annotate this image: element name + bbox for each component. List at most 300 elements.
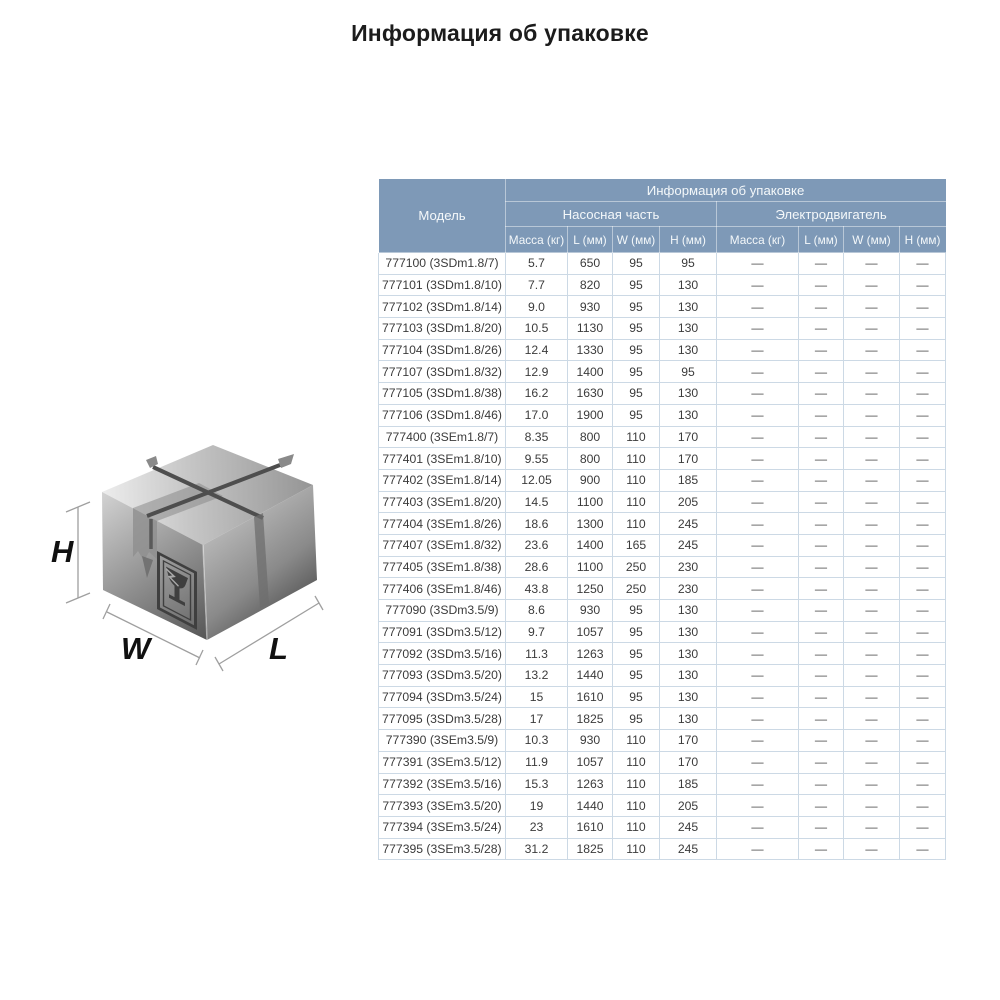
table-row bbox=[379, 361, 946, 383]
page-title: Информация об упаковке bbox=[351, 20, 649, 46]
model-cell: 777106 (3SDm1.8/46) bbox=[379, 404, 506, 426]
pump-value-cell: 8.35 bbox=[506, 426, 568, 448]
table-row bbox=[379, 708, 946, 730]
pump-value-cell: 95 bbox=[613, 253, 660, 275]
motor-value-cell: — bbox=[799, 426, 844, 448]
motor-value-cell: — bbox=[799, 556, 844, 578]
pump-value-cell: 7.7 bbox=[506, 274, 568, 296]
table-row bbox=[379, 621, 946, 643]
sub-header-motor-l: L (мм) bbox=[799, 227, 844, 253]
motor-value-cell: — bbox=[844, 795, 900, 817]
motor-value-cell: — bbox=[844, 469, 900, 491]
table-row bbox=[379, 730, 946, 752]
motor-value-cell: — bbox=[900, 426, 946, 448]
model-cell: 777393 (3SEm3.5/20) bbox=[379, 795, 506, 817]
motor-value-cell: — bbox=[844, 339, 900, 361]
model-cell: 777401 (3SEm1.8/10) bbox=[379, 448, 506, 470]
pump-value-cell: 12.9 bbox=[506, 361, 568, 383]
model-cell: 777402 (3SEm1.8/14) bbox=[379, 469, 506, 491]
motor-value-cell: — bbox=[900, 578, 946, 600]
motor-value-cell: — bbox=[844, 253, 900, 275]
model-cell: 777100 (3SDm1.8/7) bbox=[379, 253, 506, 275]
motor-value-cell: — bbox=[799, 708, 844, 730]
model-cell: 777107 (3SDm1.8/32) bbox=[379, 361, 506, 383]
model-cell: 777405 (3SEm1.8/38) bbox=[379, 556, 506, 578]
pump-value-cell: 130 bbox=[660, 708, 717, 730]
motor-value-cell: — bbox=[900, 469, 946, 491]
pump-value-cell: 10.3 bbox=[506, 730, 568, 752]
dim-label-l: L bbox=[269, 631, 288, 666]
motor-value-cell: — bbox=[717, 751, 799, 773]
pump-value-cell: 23.6 bbox=[506, 534, 568, 556]
motor-value-cell: — bbox=[844, 383, 900, 405]
table-row bbox=[379, 469, 946, 491]
motor-value-cell: — bbox=[799, 643, 844, 665]
pump-value-cell: 11.9 bbox=[506, 751, 568, 773]
motor-value-cell: — bbox=[844, 621, 900, 643]
motor-value-cell: — bbox=[900, 448, 946, 470]
motor-value-cell: — bbox=[717, 361, 799, 383]
motor-value-cell: — bbox=[900, 795, 946, 817]
package-diagram bbox=[45, 415, 345, 685]
pump-value-cell: 110 bbox=[613, 838, 660, 860]
pump-value-cell: 11.3 bbox=[506, 643, 568, 665]
motor-value-cell: — bbox=[717, 773, 799, 795]
motor-value-cell: — bbox=[717, 795, 799, 817]
motor-value-cell: — bbox=[799, 491, 844, 513]
pump-value-cell: 1825 bbox=[568, 838, 613, 860]
pump-value-cell: 820 bbox=[568, 274, 613, 296]
table-row bbox=[379, 404, 946, 426]
motor-value-cell: — bbox=[900, 751, 946, 773]
motor-value-cell: — bbox=[844, 578, 900, 600]
group-header-packaging: Информация об упаковке bbox=[506, 179, 946, 202]
motor-value-cell: — bbox=[844, 556, 900, 578]
table-row bbox=[379, 556, 946, 578]
pump-value-cell: 130 bbox=[660, 274, 717, 296]
pump-value-cell: 900 bbox=[568, 469, 613, 491]
motor-value-cell: — bbox=[799, 686, 844, 708]
table-row bbox=[379, 448, 946, 470]
pump-value-cell: 250 bbox=[613, 556, 660, 578]
motor-value-cell: — bbox=[900, 838, 946, 860]
pump-value-cell: 130 bbox=[660, 600, 717, 622]
pump-value-cell: 1400 bbox=[568, 361, 613, 383]
motor-value-cell: — bbox=[900, 274, 946, 296]
pump-value-cell: 95 bbox=[613, 318, 660, 340]
motor-value-cell: — bbox=[799, 730, 844, 752]
pump-value-cell: 95 bbox=[613, 296, 660, 318]
table-row bbox=[379, 296, 946, 318]
pump-value-cell: 130 bbox=[660, 686, 717, 708]
model-cell: 777392 (3SEm3.5/16) bbox=[379, 773, 506, 795]
motor-value-cell: — bbox=[844, 361, 900, 383]
motor-value-cell: — bbox=[799, 665, 844, 687]
table-row bbox=[379, 686, 946, 708]
pump-value-cell: 130 bbox=[660, 621, 717, 643]
motor-value-cell: — bbox=[799, 773, 844, 795]
sub-header-motor-mass: Масса (кг) bbox=[717, 227, 799, 253]
motor-value-cell: — bbox=[799, 751, 844, 773]
sub-header-pump-l: L (мм) bbox=[568, 227, 613, 253]
pump-value-cell: 95 bbox=[613, 404, 660, 426]
sub-header-motor-h: H (мм) bbox=[900, 227, 946, 253]
pump-value-cell: 5.7 bbox=[506, 253, 568, 275]
pump-value-cell: 95 bbox=[613, 643, 660, 665]
pump-value-cell: 1263 bbox=[568, 643, 613, 665]
pump-value-cell: 9.0 bbox=[506, 296, 568, 318]
table-row bbox=[379, 274, 946, 296]
pump-value-cell: 15 bbox=[506, 686, 568, 708]
motor-value-cell: — bbox=[799, 469, 844, 491]
pump-value-cell: 95 bbox=[613, 274, 660, 296]
pump-value-cell: 95 bbox=[613, 665, 660, 687]
pump-value-cell: 1057 bbox=[568, 751, 613, 773]
pump-value-cell: 800 bbox=[568, 448, 613, 470]
pump-value-cell: 650 bbox=[568, 253, 613, 275]
motor-value-cell: — bbox=[799, 838, 844, 860]
pump-value-cell: 245 bbox=[660, 534, 717, 556]
motor-value-cell: — bbox=[844, 274, 900, 296]
motor-value-cell: — bbox=[844, 534, 900, 556]
pump-value-cell: 130 bbox=[660, 665, 717, 687]
pump-value-cell: 28.6 bbox=[506, 556, 568, 578]
dim-label-w: W bbox=[121, 631, 151, 666]
motor-value-cell: — bbox=[799, 795, 844, 817]
motor-value-cell: — bbox=[844, 686, 900, 708]
pump-value-cell: 245 bbox=[660, 816, 717, 838]
pump-value-cell: 130 bbox=[660, 339, 717, 361]
model-cell: 777104 (3SDm1.8/26) bbox=[379, 339, 506, 361]
motor-value-cell: — bbox=[844, 730, 900, 752]
pump-value-cell: 15.3 bbox=[506, 773, 568, 795]
pump-value-cell: 170 bbox=[660, 448, 717, 470]
motor-value-cell: — bbox=[799, 361, 844, 383]
motor-value-cell: — bbox=[900, 296, 946, 318]
pump-value-cell: 250 bbox=[613, 578, 660, 600]
motor-value-cell: — bbox=[799, 253, 844, 275]
motor-value-cell: — bbox=[717, 318, 799, 340]
group-header-motor: Электродвигатель bbox=[717, 202, 946, 227]
pump-value-cell: 95 bbox=[613, 708, 660, 730]
model-cell: 777101 (3SDm1.8/10) bbox=[379, 274, 506, 296]
pump-value-cell: 43.8 bbox=[506, 578, 568, 600]
motor-value-cell: — bbox=[717, 578, 799, 600]
motor-value-cell: — bbox=[717, 296, 799, 318]
pump-value-cell: 205 bbox=[660, 491, 717, 513]
model-cell: 777105 (3SDm1.8/38) bbox=[379, 383, 506, 405]
motor-value-cell: — bbox=[900, 816, 946, 838]
pump-value-cell: 185 bbox=[660, 469, 717, 491]
motor-value-cell: — bbox=[900, 404, 946, 426]
pump-value-cell: 930 bbox=[568, 600, 613, 622]
table-row bbox=[379, 339, 946, 361]
model-cell: 777390 (3SEm3.5/9) bbox=[379, 730, 506, 752]
motor-value-cell: — bbox=[799, 513, 844, 535]
table-row bbox=[379, 816, 946, 838]
dim-label-h: H bbox=[51, 534, 74, 569]
motor-value-cell: — bbox=[799, 339, 844, 361]
pump-value-cell: 1440 bbox=[568, 665, 613, 687]
model-cell: 777103 (3SDm1.8/20) bbox=[379, 318, 506, 340]
pump-value-cell: 110 bbox=[613, 513, 660, 535]
model-cell: 777092 (3SDm3.5/16) bbox=[379, 643, 506, 665]
sub-header-pump-mass: Масса (кг) bbox=[506, 227, 568, 253]
pump-value-cell: 17.0 bbox=[506, 404, 568, 426]
motor-value-cell: — bbox=[844, 296, 900, 318]
table-row bbox=[379, 578, 946, 600]
motor-value-cell: — bbox=[844, 751, 900, 773]
table-row bbox=[379, 318, 946, 340]
pump-value-cell: 13.2 bbox=[506, 665, 568, 687]
motor-value-cell: — bbox=[717, 556, 799, 578]
col-header-model: Модель bbox=[379, 179, 506, 253]
strap-tab-right bbox=[278, 454, 294, 468]
pump-value-cell: 1610 bbox=[568, 686, 613, 708]
pump-value-cell: 16.2 bbox=[506, 383, 568, 405]
pump-value-cell: 14.5 bbox=[506, 491, 568, 513]
motor-value-cell: — bbox=[844, 643, 900, 665]
model-cell: 777404 (3SEm1.8/26) bbox=[379, 513, 506, 535]
model-cell: 777395 (3SEm3.5/28) bbox=[379, 838, 506, 860]
pump-value-cell: 130 bbox=[660, 318, 717, 340]
motor-value-cell: — bbox=[844, 773, 900, 795]
pump-value-cell: 245 bbox=[660, 513, 717, 535]
pump-value-cell: 12.05 bbox=[506, 469, 568, 491]
motor-value-cell: — bbox=[717, 686, 799, 708]
motor-value-cell: — bbox=[717, 708, 799, 730]
pump-value-cell: 31.2 bbox=[506, 838, 568, 860]
motor-value-cell: — bbox=[844, 600, 900, 622]
pump-value-cell: 95 bbox=[613, 339, 660, 361]
table-row bbox=[379, 795, 946, 817]
motor-value-cell: — bbox=[900, 773, 946, 795]
motor-value-cell: — bbox=[717, 426, 799, 448]
pump-value-cell: 110 bbox=[613, 730, 660, 752]
pump-value-cell: 110 bbox=[613, 795, 660, 817]
motor-value-cell: — bbox=[900, 318, 946, 340]
motor-value-cell: — bbox=[717, 730, 799, 752]
table-row bbox=[379, 773, 946, 795]
motor-value-cell: — bbox=[717, 491, 799, 513]
pump-value-cell: 130 bbox=[660, 296, 717, 318]
pump-value-cell: 230 bbox=[660, 578, 717, 600]
pump-value-cell: 130 bbox=[660, 643, 717, 665]
pump-value-cell: 170 bbox=[660, 426, 717, 448]
motor-value-cell: — bbox=[844, 665, 900, 687]
table-row bbox=[379, 253, 946, 275]
model-cell: 777102 (3SDm1.8/14) bbox=[379, 296, 506, 318]
pump-value-cell: 12.4 bbox=[506, 339, 568, 361]
table-row bbox=[379, 643, 946, 665]
pump-value-cell: 110 bbox=[613, 469, 660, 491]
motor-value-cell: — bbox=[900, 513, 946, 535]
table-row bbox=[379, 491, 946, 513]
pump-value-cell: 1250 bbox=[568, 578, 613, 600]
motor-value-cell: — bbox=[717, 534, 799, 556]
strap-tab-left bbox=[146, 456, 158, 468]
group-header-pump: Насосная часть bbox=[506, 202, 717, 227]
motor-value-cell: — bbox=[900, 621, 946, 643]
pump-value-cell: 930 bbox=[568, 296, 613, 318]
motor-value-cell: — bbox=[799, 534, 844, 556]
motor-value-cell: — bbox=[799, 404, 844, 426]
motor-value-cell: — bbox=[799, 274, 844, 296]
motor-value-cell: — bbox=[717, 513, 799, 535]
pump-value-cell: 8.6 bbox=[506, 600, 568, 622]
motor-value-cell: — bbox=[799, 816, 844, 838]
pump-value-cell: 95 bbox=[660, 361, 717, 383]
table-body bbox=[379, 253, 946, 860]
table-row bbox=[379, 383, 946, 405]
motor-value-cell: — bbox=[844, 448, 900, 470]
motor-value-cell: — bbox=[717, 838, 799, 860]
motor-value-cell: — bbox=[844, 491, 900, 513]
model-cell: 777093 (3SDm3.5/20) bbox=[379, 665, 506, 687]
pump-value-cell: 930 bbox=[568, 730, 613, 752]
pump-value-cell: 230 bbox=[660, 556, 717, 578]
table-row bbox=[379, 513, 946, 535]
motor-value-cell: — bbox=[900, 708, 946, 730]
model-cell: 777391 (3SEm3.5/12) bbox=[379, 751, 506, 773]
pump-value-cell: 130 bbox=[660, 404, 717, 426]
motor-value-cell: — bbox=[900, 686, 946, 708]
motor-value-cell: — bbox=[717, 339, 799, 361]
sub-header-motor-w: W (мм) bbox=[844, 227, 900, 253]
motor-value-cell: — bbox=[799, 448, 844, 470]
motor-value-cell: — bbox=[717, 816, 799, 838]
pump-value-cell: 9.55 bbox=[506, 448, 568, 470]
pump-value-cell: 1263 bbox=[568, 773, 613, 795]
motor-value-cell: — bbox=[900, 665, 946, 687]
motor-value-cell: — bbox=[717, 600, 799, 622]
motor-value-cell: — bbox=[717, 274, 799, 296]
pump-value-cell: 1130 bbox=[568, 318, 613, 340]
pump-value-cell: 130 bbox=[660, 383, 717, 405]
motor-value-cell: — bbox=[717, 383, 799, 405]
motor-value-cell: — bbox=[900, 253, 946, 275]
package-box-illustration bbox=[45, 415, 345, 685]
motor-value-cell: — bbox=[799, 600, 844, 622]
motor-value-cell: — bbox=[717, 665, 799, 687]
pump-value-cell: 17 bbox=[506, 708, 568, 730]
pump-value-cell: 23 bbox=[506, 816, 568, 838]
motor-value-cell: — bbox=[799, 383, 844, 405]
pump-value-cell: 110 bbox=[613, 426, 660, 448]
motor-value-cell: — bbox=[900, 383, 946, 405]
motor-value-cell: — bbox=[900, 534, 946, 556]
table-row bbox=[379, 600, 946, 622]
motor-value-cell: — bbox=[900, 361, 946, 383]
motor-value-cell: — bbox=[844, 404, 900, 426]
model-cell: 777094 (3SDm3.5/24) bbox=[379, 686, 506, 708]
pump-value-cell: 1330 bbox=[568, 339, 613, 361]
motor-value-cell: — bbox=[717, 448, 799, 470]
motor-value-cell: — bbox=[799, 578, 844, 600]
motor-value-cell: — bbox=[900, 491, 946, 513]
motor-value-cell: — bbox=[900, 730, 946, 752]
pump-value-cell: 170 bbox=[660, 751, 717, 773]
pump-value-cell: 110 bbox=[613, 491, 660, 513]
pump-value-cell: 110 bbox=[613, 773, 660, 795]
pump-value-cell: 1057 bbox=[568, 621, 613, 643]
packaging-table bbox=[378, 178, 946, 860]
pump-value-cell: 800 bbox=[568, 426, 613, 448]
motor-value-cell: — bbox=[799, 621, 844, 643]
pump-value-cell: 1630 bbox=[568, 383, 613, 405]
pump-value-cell: 1900 bbox=[568, 404, 613, 426]
pump-value-cell: 19 bbox=[506, 795, 568, 817]
motor-value-cell: — bbox=[717, 404, 799, 426]
pump-value-cell: 9.7 bbox=[506, 621, 568, 643]
pump-value-cell: 185 bbox=[660, 773, 717, 795]
model-cell: 777095 (3SDm3.5/28) bbox=[379, 708, 506, 730]
pump-value-cell: 95 bbox=[660, 253, 717, 275]
pump-value-cell: 95 bbox=[613, 361, 660, 383]
pump-value-cell: 110 bbox=[613, 751, 660, 773]
pump-value-cell: 95 bbox=[613, 621, 660, 643]
model-cell: 777394 (3SEm3.5/24) bbox=[379, 816, 506, 838]
pump-value-cell: 1825 bbox=[568, 708, 613, 730]
table-row bbox=[379, 838, 946, 860]
model-cell: 777090 (3SDm3.5/9) bbox=[379, 600, 506, 622]
motor-value-cell: — bbox=[799, 318, 844, 340]
motor-value-cell: — bbox=[900, 339, 946, 361]
motor-value-cell: — bbox=[844, 426, 900, 448]
motor-value-cell: — bbox=[717, 253, 799, 275]
pump-value-cell: 1100 bbox=[568, 556, 613, 578]
motor-value-cell: — bbox=[844, 318, 900, 340]
motor-value-cell: — bbox=[799, 296, 844, 318]
pump-value-cell: 1100 bbox=[568, 491, 613, 513]
sub-header-pump-w: W (мм) bbox=[613, 227, 660, 253]
motor-value-cell: — bbox=[717, 643, 799, 665]
table-row bbox=[379, 534, 946, 556]
pump-value-cell: 95 bbox=[613, 383, 660, 405]
model-cell: 777406 (3SEm1.8/46) bbox=[379, 578, 506, 600]
motor-value-cell: — bbox=[844, 708, 900, 730]
pump-value-cell: 110 bbox=[613, 448, 660, 470]
model-cell: 777400 (3SEm1.8/7) bbox=[379, 426, 506, 448]
model-cell: 777403 (3SEm1.8/20) bbox=[379, 491, 506, 513]
pump-value-cell: 1440 bbox=[568, 795, 613, 817]
model-cell: 777407 (3SEm1.8/32) bbox=[379, 534, 506, 556]
pump-value-cell: 1610 bbox=[568, 816, 613, 838]
pump-value-cell: 1300 bbox=[568, 513, 613, 535]
motor-value-cell: — bbox=[900, 600, 946, 622]
motor-value-cell: — bbox=[844, 838, 900, 860]
motor-value-cell: — bbox=[900, 556, 946, 578]
pump-value-cell: 10.5 bbox=[506, 318, 568, 340]
pump-value-cell: 18.6 bbox=[506, 513, 568, 535]
model-cell: 777091 (3SDm3.5/12) bbox=[379, 621, 506, 643]
pump-value-cell: 110 bbox=[613, 816, 660, 838]
motor-value-cell: — bbox=[844, 513, 900, 535]
pump-value-cell: 170 bbox=[660, 730, 717, 752]
sub-header-pump-h: H (мм) bbox=[660, 227, 717, 253]
pump-value-cell: 95 bbox=[613, 600, 660, 622]
motor-value-cell: — bbox=[717, 469, 799, 491]
pump-value-cell: 165 bbox=[613, 534, 660, 556]
pump-value-cell: 245 bbox=[660, 838, 717, 860]
pump-value-cell: 1400 bbox=[568, 534, 613, 556]
motor-value-cell: — bbox=[844, 816, 900, 838]
pump-value-cell: 205 bbox=[660, 795, 717, 817]
table-row bbox=[379, 751, 946, 773]
table-row bbox=[379, 426, 946, 448]
motor-value-cell: — bbox=[900, 643, 946, 665]
motor-value-cell: — bbox=[717, 621, 799, 643]
